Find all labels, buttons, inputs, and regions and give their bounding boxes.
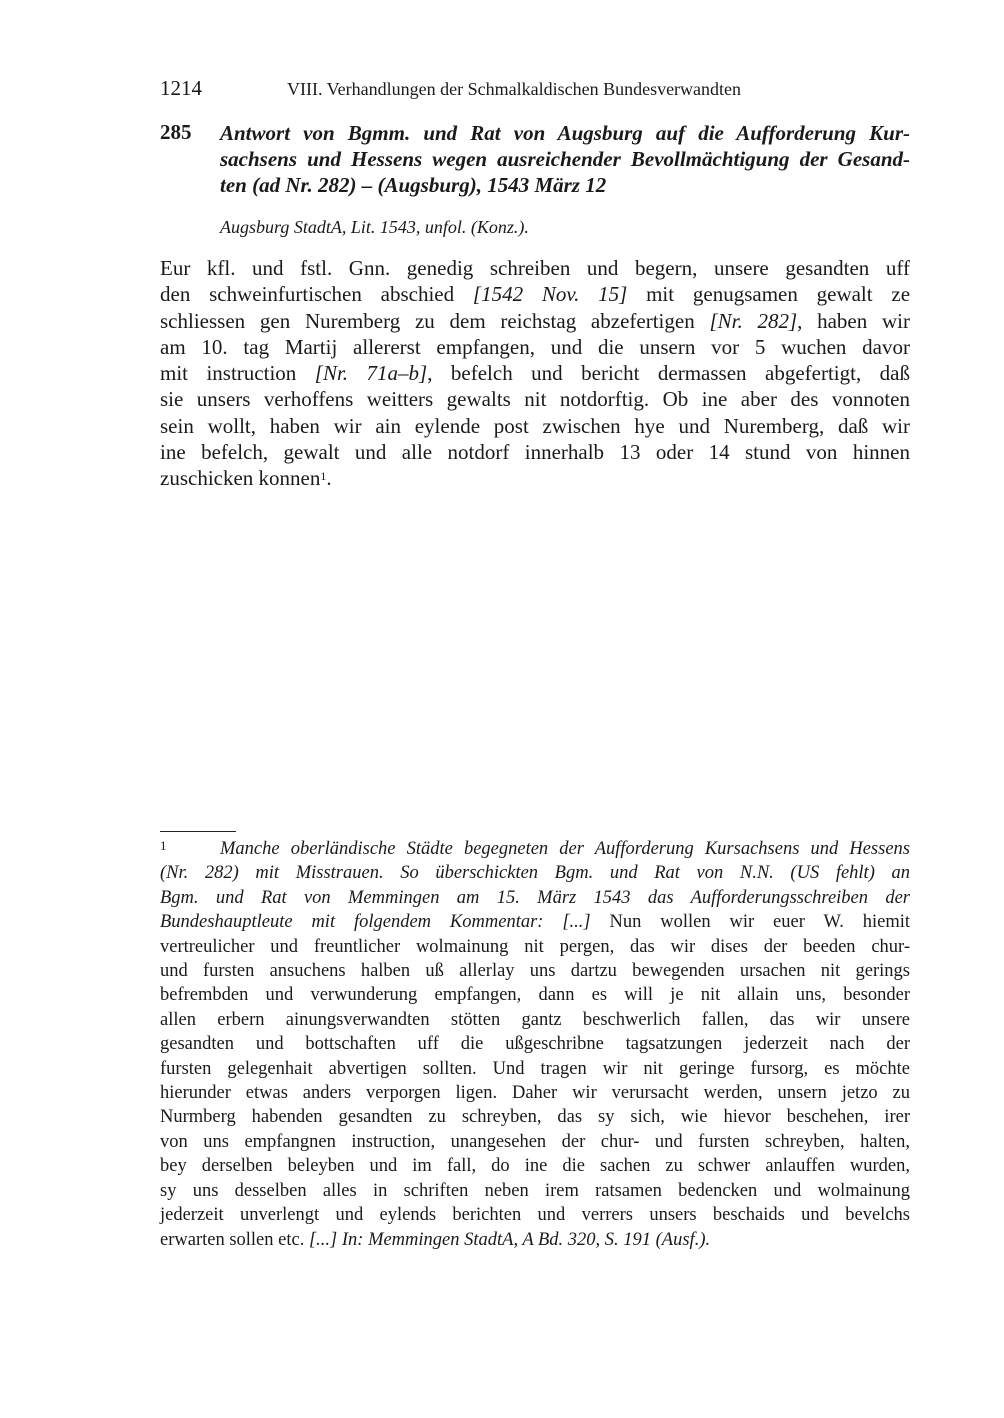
text-segment: schliessen gen Nuremberg zu dem reichstag abzefertigen — [160, 308, 710, 333]
text-segment: sy uns desselben alles in schriften neben irem ratsamen bedencken und wolmainung — [160, 1180, 910, 1201]
footnote-marker: 1 — [160, 838, 167, 853]
text-line — [160, 1008, 910, 1032]
text-line — [160, 255, 910, 281]
text-segment: zuschicken konnen — [160, 466, 321, 491]
editorial-italic: [Nr. 282] — [709, 308, 798, 333]
text-line — [160, 1203, 910, 1227]
body-text — [160, 255, 910, 492]
text-segment: Eur kfl. und fstl. Gnn. genedig schreiben und begern, unsere gesandten uff — [160, 256, 910, 280]
editorial-italic: [...] In: Memmingen StadtA, A Bd. 320, S. 191 (Ausf.). — [308, 1229, 711, 1250]
text-line — [160, 935, 910, 959]
footnote-reference: 1 — [320, 469, 327, 484]
text-line — [160, 360, 910, 386]
text-segment: mit genugsamen gewalt ze — [627, 282, 911, 307]
page-number: 1214 — [160, 76, 202, 100]
footnote-rule — [160, 831, 236, 832]
text-segment: fursten gelegenhait abvertigen sollten. Und tragen wir nit geringe fursorg, es möchte — [160, 1058, 910, 1079]
text-line — [160, 281, 910, 307]
archival-source: Augsburg StadtA, Lit. 1543, unfol. (Konz.). — [220, 217, 529, 237]
text-segment: , haben wir — [797, 308, 910, 333]
editorial-italic: Bgm. und Rat von Memmingen am 15. März 1543 das Aufforderungsschreiben der — [160, 887, 910, 908]
text-segment: jederzeit unverlengt und eylends berichten und verrers unsers beschaids und bevelchs — [160, 1205, 910, 1226]
text-line — [160, 439, 910, 465]
running-head: VIII. Verhandlungen der Schmalkaldischen Bundesverwandten — [287, 79, 742, 99]
text-line — [160, 886, 910, 910]
text-line — [160, 308, 910, 334]
text-line — [160, 465, 910, 491]
text-segment: sie unsers verhoffens weitters gewalts nit notdorftig. Ob ine aber des vonnoten — [160, 387, 910, 412]
text-segment: . — [326, 466, 332, 491]
text-segment: ine befelch, gewalt und alle notdorf innerhalb 13 oder 14 stund von hinnen — [160, 440, 910, 465]
text-line — [160, 386, 910, 412]
text-line — [160, 413, 910, 439]
entry-title — [220, 120, 910, 198]
text-segment: befrembden und verwunderung empfangen, dann es will je nit allain uns, besonder — [160, 985, 910, 1006]
text-line — [160, 1032, 910, 1056]
editorial-italic: (Nr. 282) mit Misstrauen. So überschickten Bgm. und Rat von N.N. (US fehlt) an — [160, 863, 910, 884]
text-line — [160, 910, 910, 934]
text-line — [160, 1105, 910, 1129]
text-line — [160, 1057, 910, 1081]
text-segment: gesandten und bottschaften uff die ußgeschribne tagsatzungen jederzeit nach der — [160, 1034, 910, 1055]
text-segment: mit instruction — [160, 361, 315, 386]
text-segment: Nurmberg habenden gesandten zu schreyben, das sy sich, wie hievor beschehen, irer — [160, 1107, 910, 1128]
text-segment: hierunder etwas anders verporgen ligen. Daher wir verursacht werden, unsern jetzo zu — [160, 1083, 910, 1104]
text-segment: bey derselben beleyben und im fall, do ine die sachen zu schwer anlauffen wurden, — [160, 1156, 910, 1177]
title-line: sachsens und Hessens wegen ausreichender Bevollmächtigung der Gesand- — [220, 147, 910, 171]
entry-number: 285 — [160, 120, 192, 144]
text-line — [160, 959, 910, 983]
text-segment: sein wollt, haben wir ain eylende post zwischen hye und Nuremberg, daß wir — [160, 413, 910, 438]
text-line — [160, 837, 910, 861]
text-line — [160, 861, 910, 885]
text-segment: , befelch und bericht dermassen abgefertigt, daß — [427, 361, 910, 386]
text-line — [160, 1130, 910, 1154]
title-line: ten (ad Nr. 282) – (Augsburg), 1543 März 12 — [220, 173, 607, 197]
title-line: Antwort von Bgmm. und Rat von Augsburg auf die Aufforderung Kur- — [220, 121, 910, 145]
text-line — [160, 1228, 910, 1252]
text-segment: Nun wollen wir euer W. hiemit — [590, 912, 910, 933]
text-segment: allen erbern ainungsverwandten stötten gantz beschwerlich fallen, das wir unsere — [160, 1009, 910, 1030]
text-line — [160, 983, 910, 1007]
text-line — [160, 334, 910, 360]
text-segment: vertreulicher und freuntlicher wolmainung nit pergen, das wir dises der beeden chur- — [160, 936, 910, 957]
text-line — [160, 1154, 910, 1178]
text-segment: von uns empfangnen instruction, unangesehen der chur- und fursten schreyben, halten, — [160, 1131, 910, 1152]
text-segment: und fursten ansuchens halben uß allerlay uns dartzu bewegenden ursachen nit gerings — [160, 961, 910, 982]
text-line — [160, 1179, 910, 1203]
footnote — [160, 837, 910, 1252]
editorial-italic: [Nr. 71a–b] — [314, 361, 428, 386]
text-line — [160, 1081, 910, 1105]
editorial-italic: Bundeshauptleute mit folgendem Kommentar: [...] — [160, 912, 591, 933]
text-segment: erwarten sollen etc. — [160, 1229, 309, 1250]
text-segment: am 10. tag Martij allererst empfangen, und die unsern vor 5 wuchen davor — [160, 334, 910, 359]
editorial-italic: [1542 Nov. 15] — [472, 282, 628, 307]
editorial-italic: Manche oberländische Städte begegneten der Aufforderung Kursachsens und Hessens — [220, 839, 910, 859]
text-segment: den schweinfurtischen abschied — [160, 282, 473, 307]
